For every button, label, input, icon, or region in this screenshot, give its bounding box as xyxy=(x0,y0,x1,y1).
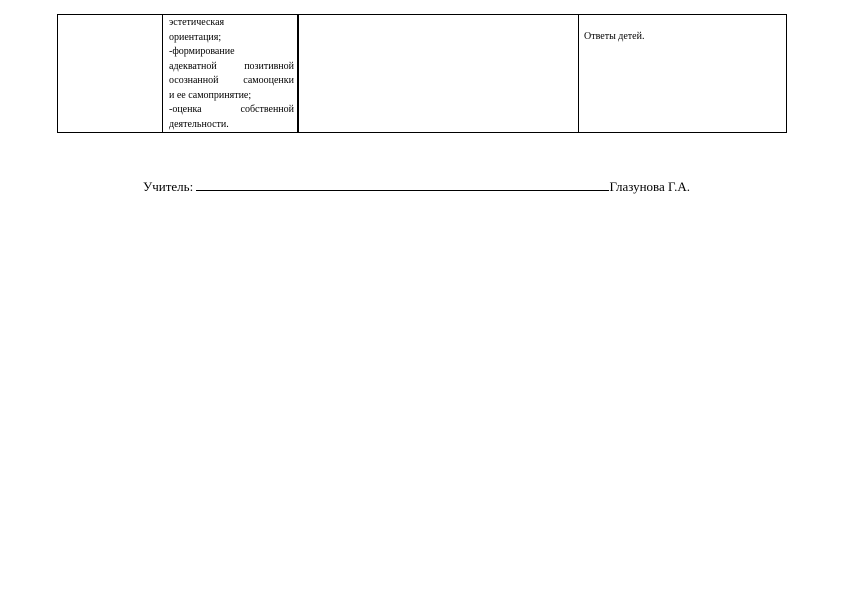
outcome-line: ориентация; xyxy=(169,31,222,43)
signature-label: Учитель: xyxy=(143,179,194,194)
student-answers-text: Ответы детей. xyxy=(584,31,645,42)
outcome-line: эстетическая xyxy=(169,17,225,28)
signature-blank xyxy=(196,177,609,191)
signature-name: Глазунова Г.А. xyxy=(609,179,690,194)
outcome-line: и ее самопринятие; xyxy=(169,89,252,101)
outcome-line: -формирование xyxy=(169,46,235,57)
teacher-signature-line xyxy=(143,177,690,196)
outcome-line: адекватной позитивной xyxy=(169,60,294,72)
table-cell-stage xyxy=(58,15,163,133)
outcome-line: -оценка собственной xyxy=(169,104,294,115)
lesson-plan-table xyxy=(57,14,787,133)
learning-outcomes-text xyxy=(163,15,297,132)
table-row xyxy=(58,15,787,133)
table-cell-learning-outcomes xyxy=(163,15,299,133)
outcome-line: осознанной самооценки xyxy=(169,75,294,86)
table-cell-teacher-activity xyxy=(298,15,579,133)
outcome-line: деятельности. xyxy=(169,118,229,130)
table-cell-student-activity xyxy=(579,15,787,133)
